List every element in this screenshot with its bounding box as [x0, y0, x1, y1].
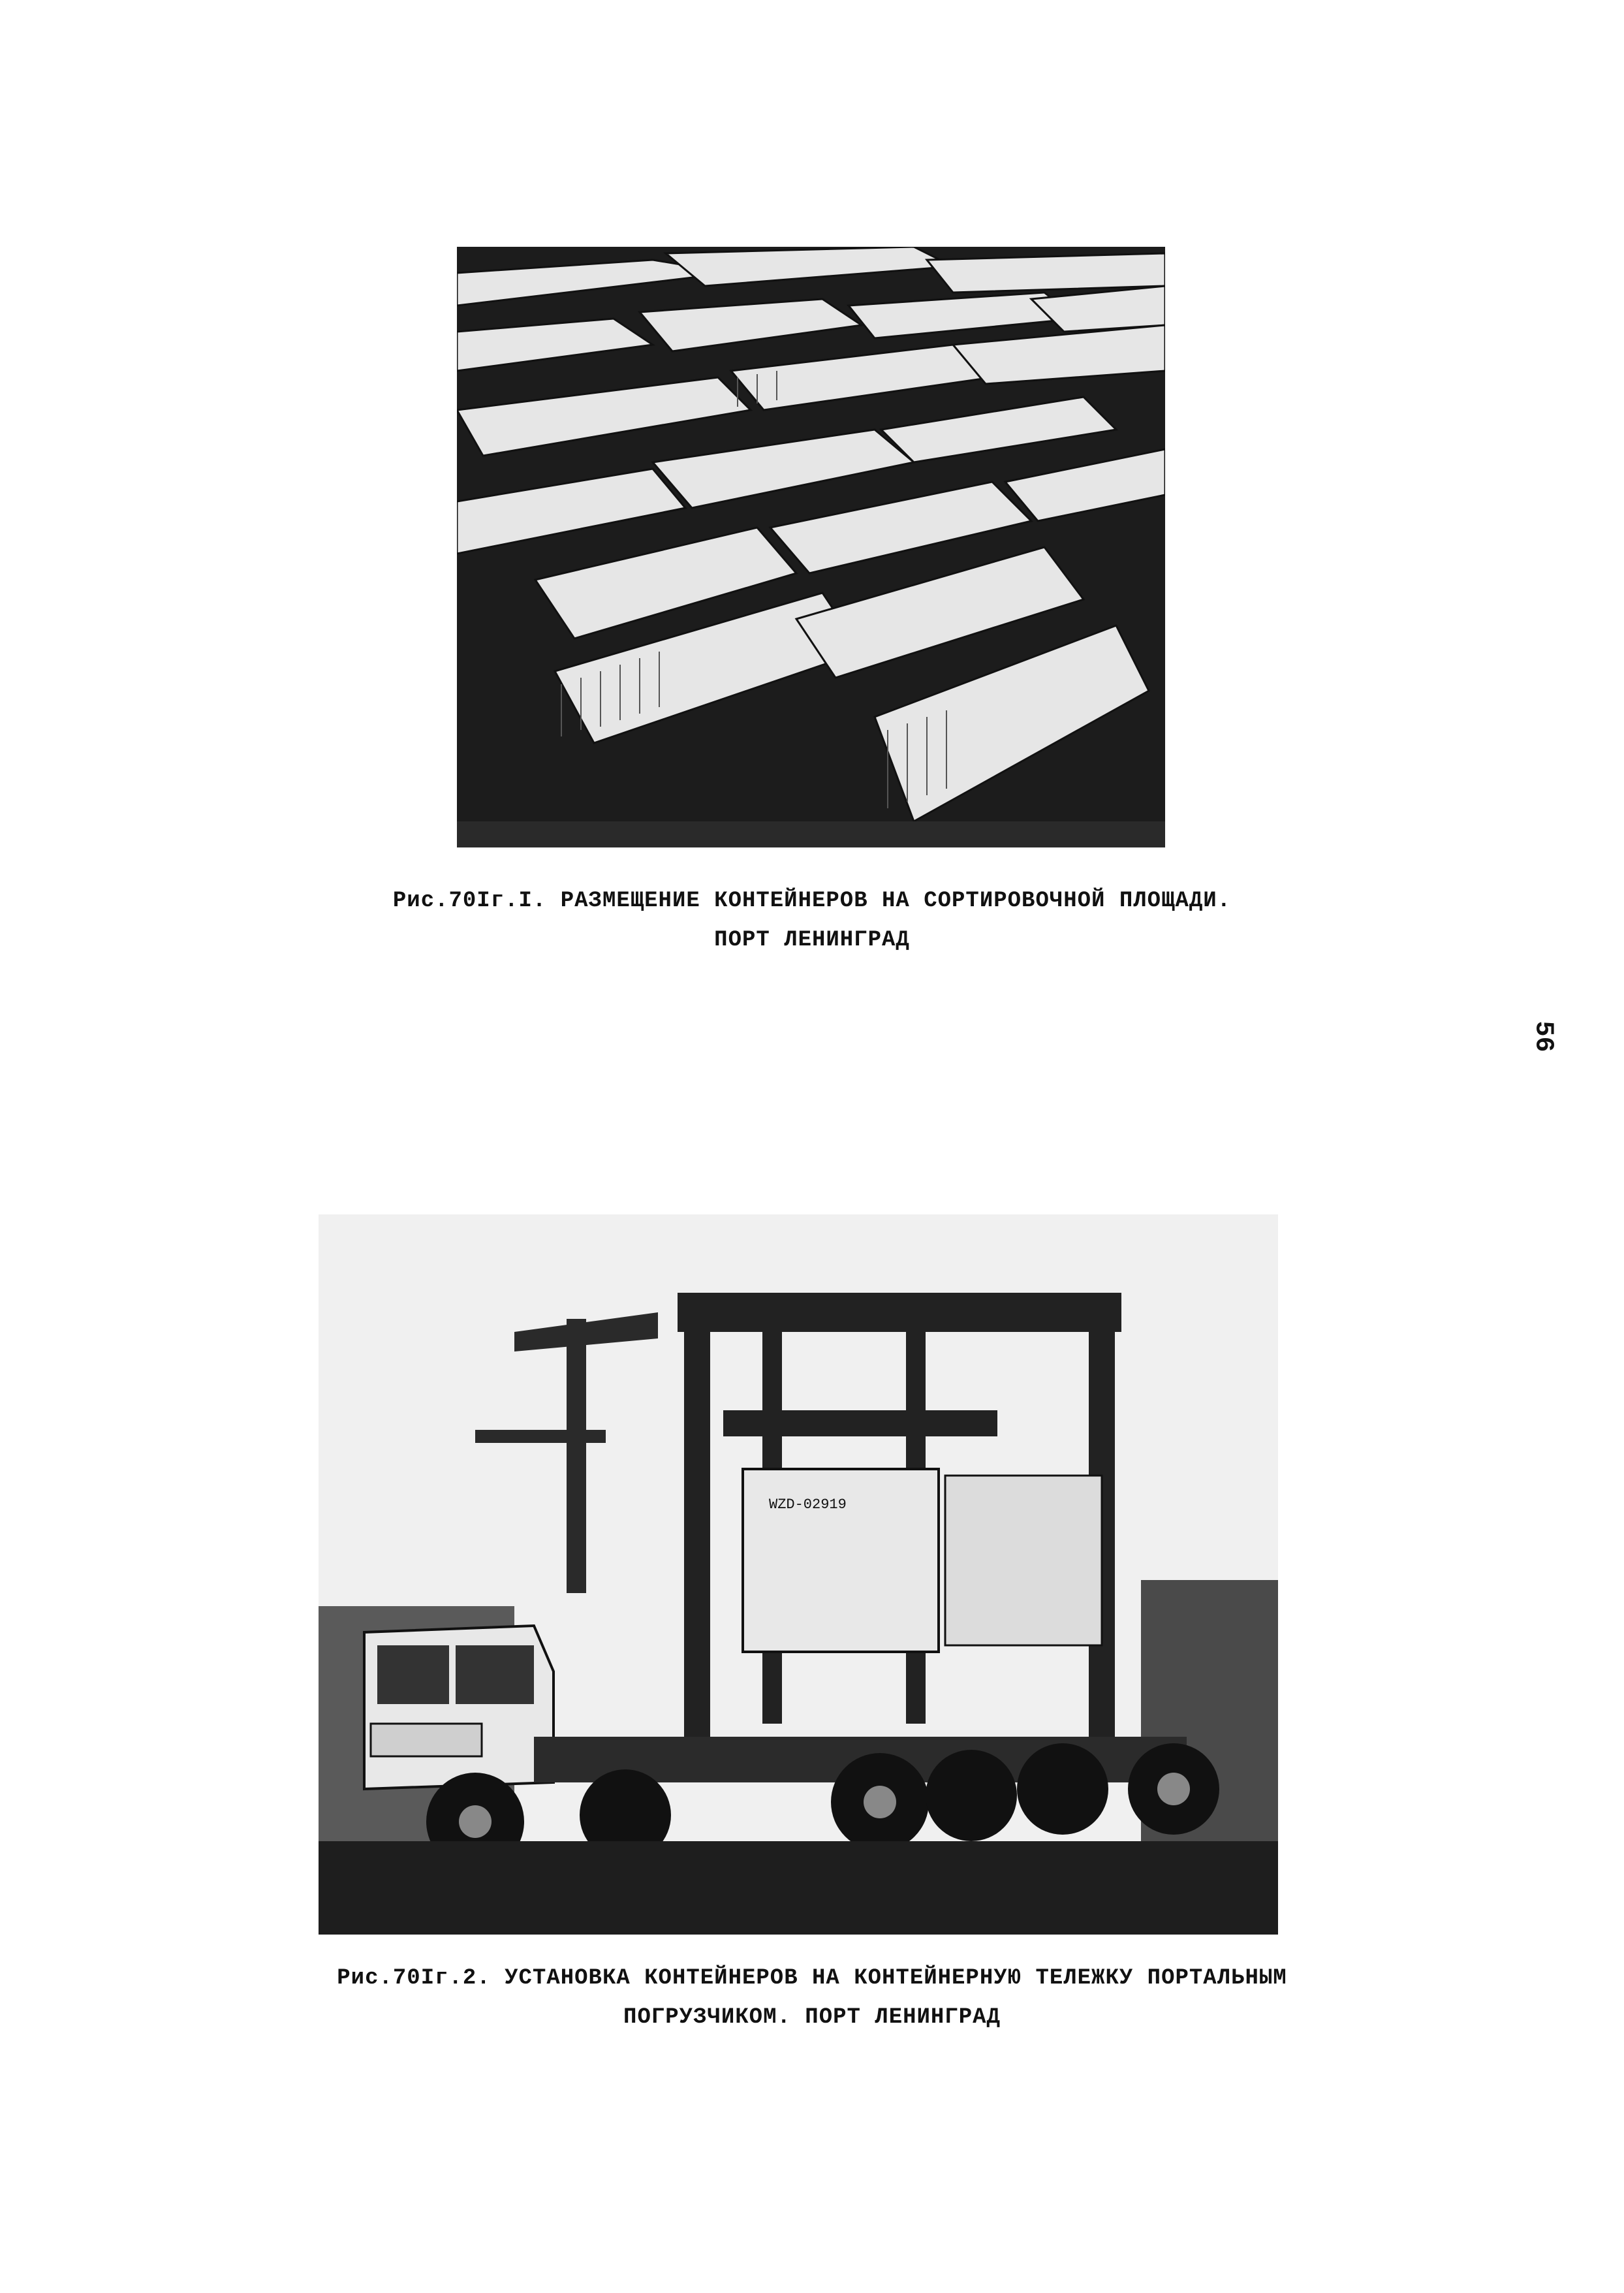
straddle-carrier-photo: [319, 1214, 1278, 1935]
figure2-caption-line2: ПОГРУЗЧИКОМ. ПОРТ ЛЕНИНГРАД: [623, 2005, 1001, 2030]
page-number: 56: [1528, 1020, 1558, 1052]
container-yard-photo: [457, 247, 1165, 847]
figure1-caption-line1: Рис.70Iг.I. РАЗМЕЩЕНИЕ КОНТЕЙНЕРОВ НА СОРТИРОВОЧНОЙ ПЛОЩАДИ.: [392, 889, 1232, 913]
figure1-caption-line2: ПОРТ ЛЕНИНГРАД: [714, 928, 910, 953]
figure2-caption-line1: Рис.70Iг.2. УСТАНОВКА КОНТЕЙНЕРОВ НА КОНТЕЙНЕРНУЮ ТЕЛЕЖКУ ПОРТАЛЬНЫМ: [337, 1966, 1287, 1991]
container-marking: WZD-02919: [769, 1496, 847, 1513]
